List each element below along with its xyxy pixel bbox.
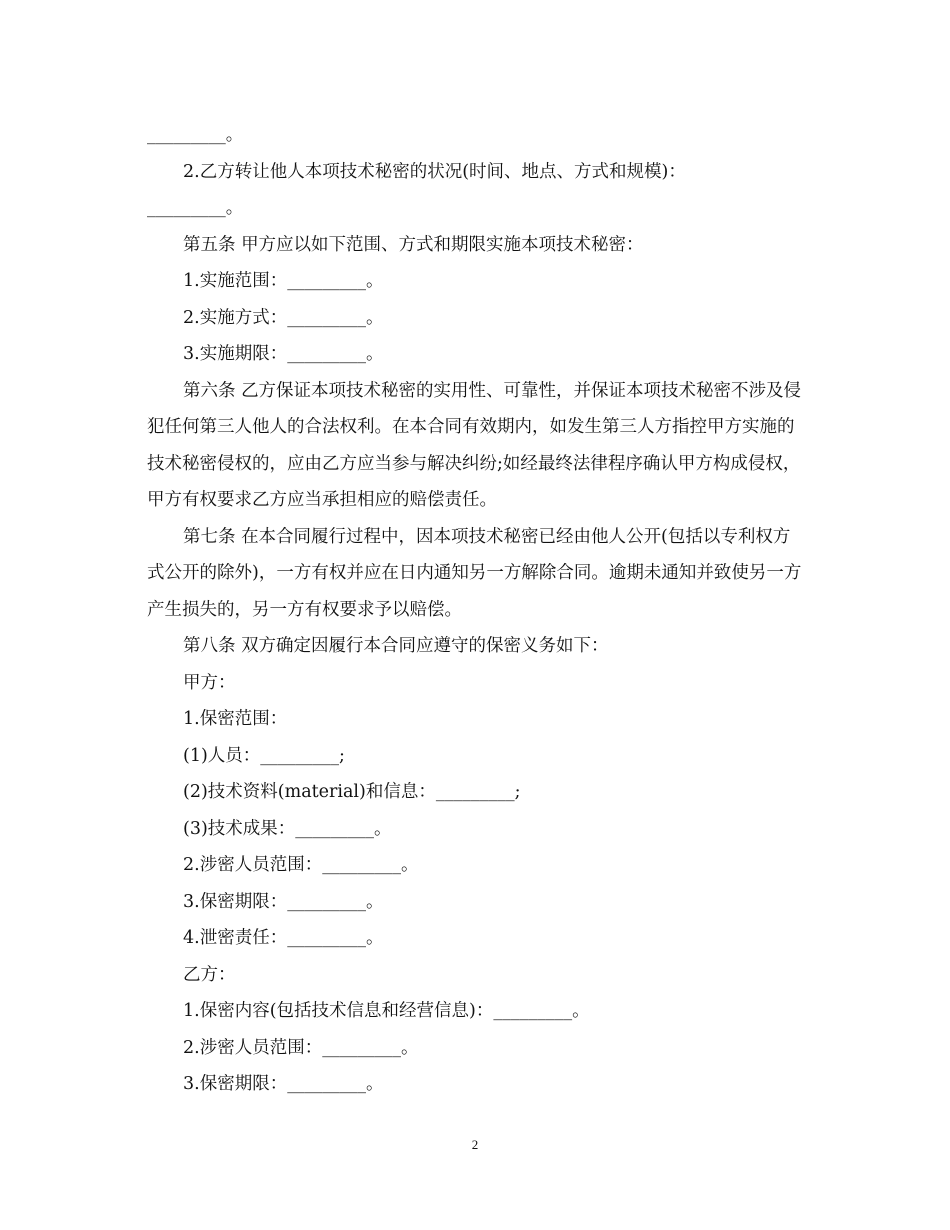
party-a-leak-liability: 4.泄密责任：_________。 [183, 928, 384, 948]
implementation-scope: 1.实施范围：_________。 [183, 271, 384, 291]
implementation-method: 2.实施方式：_________。 [183, 307, 384, 328]
party-b-label: 乙方： [183, 964, 236, 985]
page-number: 2 [471, 1137, 479, 1152]
implementation-period: 3.实施期限：_________。 [183, 344, 384, 364]
party-a-label: 甲方： [183, 672, 236, 693]
blank-line-2: _________。 [147, 198, 244, 218]
article-8-heading: 第八条 双方确定因履行本合同应遵守的保密义务如下： [183, 636, 609, 656]
document-body [147, 117, 807, 1103]
transfer-status-item: 2.乙方转让他人本项技术秘密的状况(时间、地点、方式和规模)： [183, 161, 686, 182]
party-a-technical-results: (3)技术成果：_________。 [183, 818, 392, 839]
party-a-confidentiality-period: 3.保密期限：_________。 [183, 891, 384, 912]
blank-line-1: _________。 [147, 125, 244, 145]
party-a-technical-materials: (2)技术资料(material)和信息：_________; [183, 782, 521, 802]
party-b-confidentiality-period: 3.保密期限：_________。 [183, 1074, 384, 1094]
article-6-paragraph: 第六条 乙方保证本项技术秘密的实用性、可靠性，并保证本项技术秘密不涉及侵犯任何第三人他人的合法权利。在本合同有效期内，如发生第三人方指控甲方实施的技术秘密侵权的，应由乙方应当参与解决纠纷;如经最终法律程序确认甲方构成侵权，甲方有权要求乙方应当承担相应的赔偿责任。 [147, 380, 802, 510]
party-a-confidential-scope: 1.保密范围： [183, 709, 288, 729]
party-b-involved-personnel: 2.涉密人员范围：_________。 [183, 1037, 419, 1058]
party-b-confidential-content: 1.保密内容(包括技术信息和经营信息)：_________。 [183, 1001, 590, 1021]
party-a-involved-personnel: 2.涉密人员范围：_________。 [183, 855, 419, 875]
party-a-personnel: (1)人员：_________; [183, 745, 345, 766]
article-7-paragraph: 第七条 在本合同履行过程中，因本项技术秘密已经由他人公开(包括以专利权方式公开的除外)，一方有权并应在日内通知另一方解除合同。逾期未通知并致使另一方产生损失的，另一方有权要求予以赔偿。 [147, 526, 802, 620]
article-5-heading: 第五条 甲方应以如下范围、方式和期限实施本项技术秘密： [183, 234, 644, 255]
